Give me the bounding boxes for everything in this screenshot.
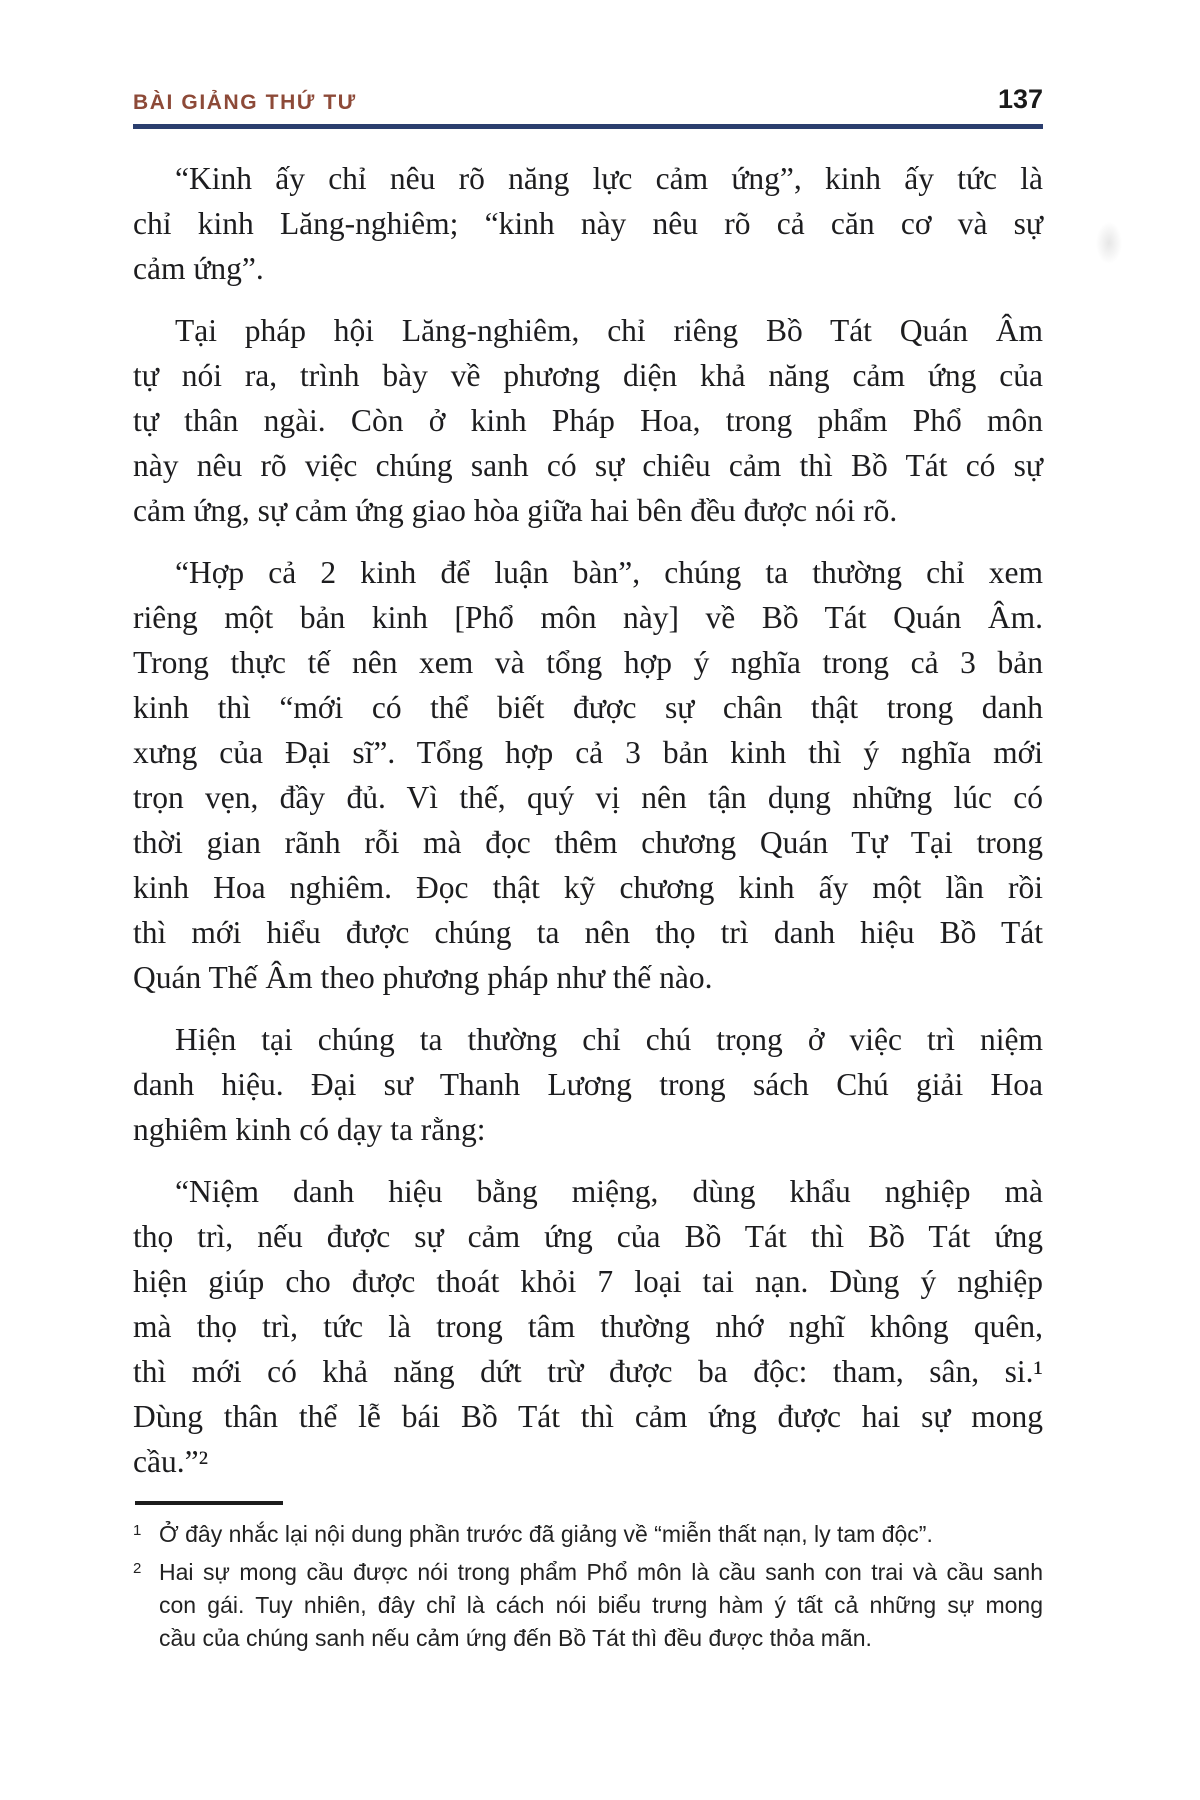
footnote-text: Ở đây nhắc lại nội dung phần trước đã giảng về “miễn thất nạn, ly tam độc”. (159, 1521, 933, 1547)
body-line: kinh Hoa nghiêm. Đọc thật kỹ chương kinh ấy một lần rồi (133, 870, 1043, 905)
footnote-line (133, 1514, 1043, 1551)
page-header (133, 84, 1043, 115)
footnote-line (133, 1589, 1043, 1622)
footnote-line (133, 1552, 1043, 1589)
body-line: “Hợp cả 2 kinh để luận bàn”, chúng ta thường chỉ xem (175, 555, 1043, 590)
body-line: Dùng thân thể lễ bái Bồ Tát thì cảm ứng được hai sự mong (133, 1399, 1043, 1434)
body-line: kinh thì “mới có thể biết được sự chân thật trong danh (133, 690, 1043, 725)
body-line: chỉ kinh Lăng-nghiêm; “kinh này nêu rõ cả căn cơ và sự (133, 206, 1043, 241)
footnote-marker: 2 (133, 1560, 142, 1577)
body-line: Trong thực tế nên xem và tổng hợp ý nghĩa trong cả 3 bản (133, 645, 1043, 680)
body-line: này nêu rõ việc chúng sanh có sự chiêu cảm thì Bồ Tát có sự (133, 448, 1043, 483)
footnote-item (133, 1552, 1043, 1655)
body-line: Quán Thế Âm theo phương pháp như thế nào. (133, 960, 713, 995)
paragraph (133, 308, 1043, 533)
body-line: cảm ứng, sự cảm ứng giao hòa giữa hai bên đều được nói rõ. (133, 493, 898, 528)
body-line: tự thân ngài. Còn ở kinh Pháp Hoa, trong phẩm Phổ môn (133, 403, 1043, 438)
header-rule (133, 124, 1043, 129)
scan-smudge-artifact (1096, 222, 1122, 264)
body-text (133, 156, 1043, 1484)
paragraph (133, 156, 1043, 291)
running-head-title: BÀI GIẢNG THỨ TƯ (133, 91, 357, 114)
body-line: cầu.”² (133, 1444, 209, 1479)
body-line: Hiện tại chúng ta thường chỉ chú trọng ở việc trì niệm (175, 1022, 1043, 1057)
page-content (133, 84, 1043, 1655)
paragraph (133, 550, 1043, 1000)
body-line: danh hiệu. Đại sư Thanh Lương trong sách Chú giải Hoa (133, 1067, 1043, 1102)
body-line: xưng của Đại sĩ”. Tổng hợp cả 3 bản kinh thì ý nghĩa mới (133, 735, 1043, 770)
footnote-text: Hai sự mong cầu được nói trong phẩm Phổ môn là cầu sanh con trai và cầu sanh (159, 1559, 1043, 1585)
footnote-text: cầu của chúng sanh nếu cảm ứng đến Bồ Tát thì đều được thỏa mãn. (159, 1625, 872, 1651)
body-line: tự nói ra, trình bày về phương diện khả năng cảm ứng của (133, 358, 1043, 393)
body-line: “Kinh ấy chỉ nêu rõ năng lực cảm ứng”, kinh ấy tức là (175, 161, 1043, 196)
body-line: trọn vẹn, đầy đủ. Vì thế, quý vị nên tận dụng những lúc có (133, 780, 1043, 815)
paragraph (133, 1169, 1043, 1484)
body-line: Tại pháp hội Lăng-nghiêm, chỉ riêng Bồ Tát Quán Âm (175, 313, 1043, 348)
body-line: thời gian rãnh rỗi mà đọc thêm chương Quán Tự Tại trong (133, 825, 1043, 860)
body-line: cảm ứng”. (133, 251, 264, 286)
footnote-item (133, 1514, 1043, 1551)
body-line: thì mới có khả năng dứt trừ được ba độc: tham, sân, si.¹ (133, 1354, 1043, 1389)
body-line: mà thọ trì, tức là trong tâm thường nhớ nghĩ không quên, (133, 1309, 1043, 1344)
footnote-rule (135, 1501, 283, 1505)
footnote-line (133, 1622, 1043, 1655)
body-line: thọ trì, nếu được sự cảm ứng của Bồ Tát thì Bồ Tát ứng (133, 1219, 1043, 1254)
body-line: thì mới hiểu được chúng ta nên thọ trì danh hiệu Bồ Tát (133, 915, 1043, 950)
body-line: nghiêm kinh có dạy ta rằng: (133, 1112, 486, 1147)
footnotes (133, 1514, 1043, 1655)
body-line: riêng một bản kinh [Phổ môn này] về Bồ Tát Quán Âm. (133, 600, 1043, 635)
body-line: hiện giúp cho được thoát khỏi 7 loại tai nạn. Dùng ý nghiệp (133, 1264, 1043, 1299)
body-line: “Niệm danh hiệu bằng miệng, dùng khẩu nghiệp mà (175, 1174, 1043, 1209)
page-number: 137 (997, 84, 1043, 114)
paragraph (133, 1017, 1043, 1152)
footnote-text: con gái. Tuy nhiên, đây chỉ là cách nói biểu trưng hàm ý tất cả những sự mong (159, 1592, 1043, 1618)
footnote-marker: 1 (133, 1522, 142, 1539)
